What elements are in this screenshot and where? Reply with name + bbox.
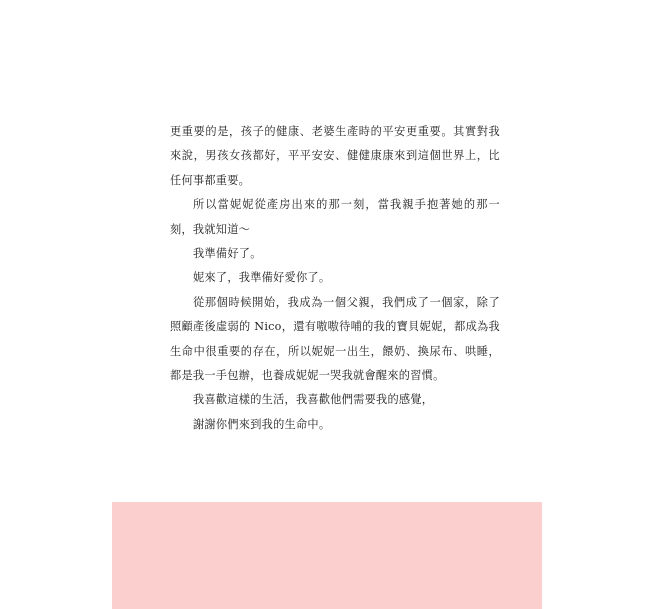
paragraph: 從那個時候開始，我成為一個父親，我們成了一個家，除了照顧產後虛弱的 Nico，還有嗷嗷待哺的我的寶貝妮妮，都成為我生命中很重要的存在，所以妮妮一出生，餵奶、換尿布、哄睡，都是我一手包辦，也養成妮妮一哭我就會醒來的習慣。 xyxy=(170,295,500,383)
paragraph: 所以當妮妮從產房出來的那一刻，當我親手抱著她的那一刻，我就知道～ xyxy=(170,198,500,236)
paragraph: 更重要的是，孩子的健康、老婆生產時的平安更重要。其實對我來說，男孩女孩都好，平平安安、健健康康來到這個世界上，比任何事都重要。 xyxy=(170,125,500,187)
paragraph: 我喜歡這樣的生活，我喜歡他們需要我的感覺， xyxy=(193,393,434,407)
paragraph: 妮來了，我準備好愛你了。 xyxy=(193,271,331,285)
paragraph: 謝謝你們來到我的生命中。 xyxy=(193,417,331,431)
paragraph: 我準備好了。 xyxy=(193,247,262,261)
pink-decorative-band xyxy=(112,502,542,609)
body-text xyxy=(170,120,500,437)
